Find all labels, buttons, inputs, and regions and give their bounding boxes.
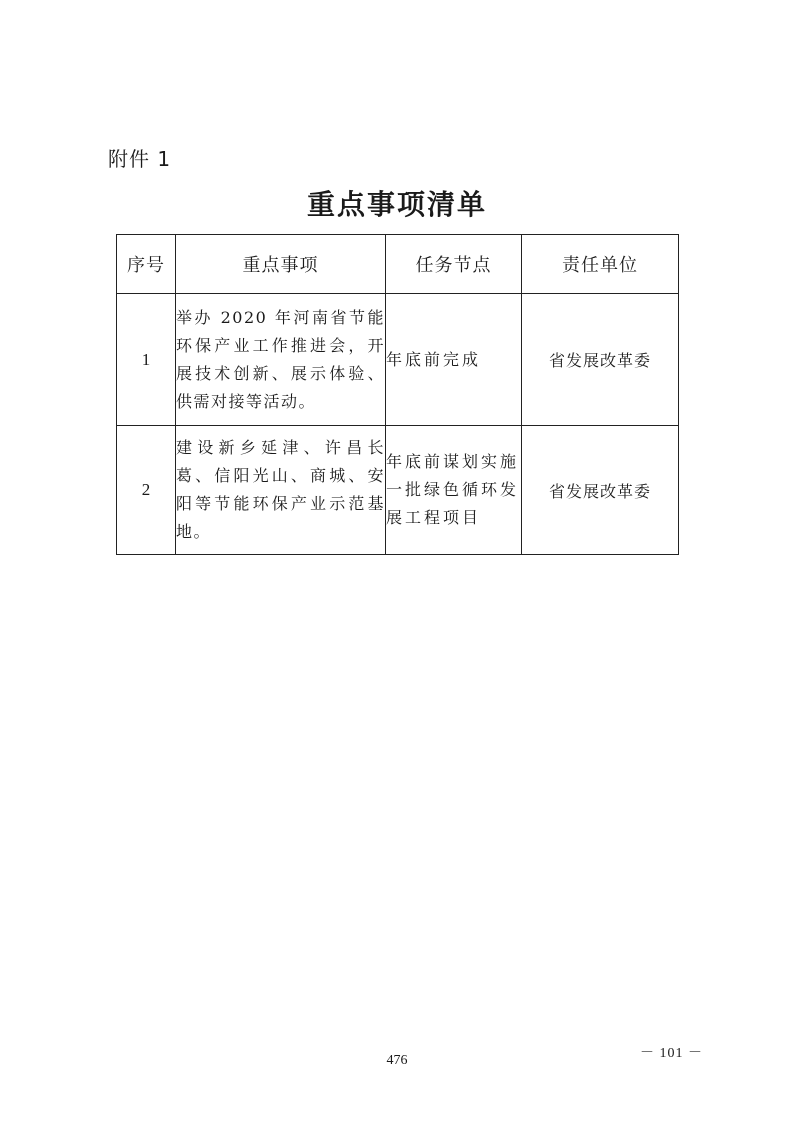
row-number-cell: 2 bbox=[117, 426, 176, 555]
key-items-table bbox=[116, 234, 679, 555]
column-header-item: 重点事项 bbox=[176, 235, 386, 294]
table-header-row bbox=[117, 235, 679, 294]
column-header-node: 任务节点 bbox=[386, 235, 522, 294]
attachment-label: 附件 1 bbox=[108, 147, 172, 171]
table-row bbox=[117, 294, 679, 426]
document-title: 重点事项清单 bbox=[306, 188, 487, 221]
column-header-no: 序号 bbox=[117, 235, 176, 294]
row-number-cell: 1 bbox=[117, 294, 176, 426]
page-number-center: 476 bbox=[386, 1053, 408, 1068]
task-node-cell: 年底前完成 bbox=[386, 294, 522, 426]
responsible-unit-cell: 省发展改革委 bbox=[522, 426, 679, 555]
key-item-cell: 建设新乡延津、许昌长葛、信阳光山、商城、安阳等节能环保产业示范基地。 bbox=[176, 426, 386, 555]
page-number-right: － 101 － bbox=[640, 1046, 703, 1061]
table-row bbox=[117, 426, 679, 555]
key-item-cell: 举办 2020 年河南省节能环保产业工作推进会，开展技术创新、展示体验、供需对接等活动。 bbox=[176, 294, 386, 426]
responsible-unit-cell: 省发展改革委 bbox=[522, 294, 679, 426]
column-header-unit: 责任单位 bbox=[522, 235, 679, 294]
task-node-cell: 年底前谋划实施一批绿色循环发展工程项目 bbox=[386, 426, 522, 555]
